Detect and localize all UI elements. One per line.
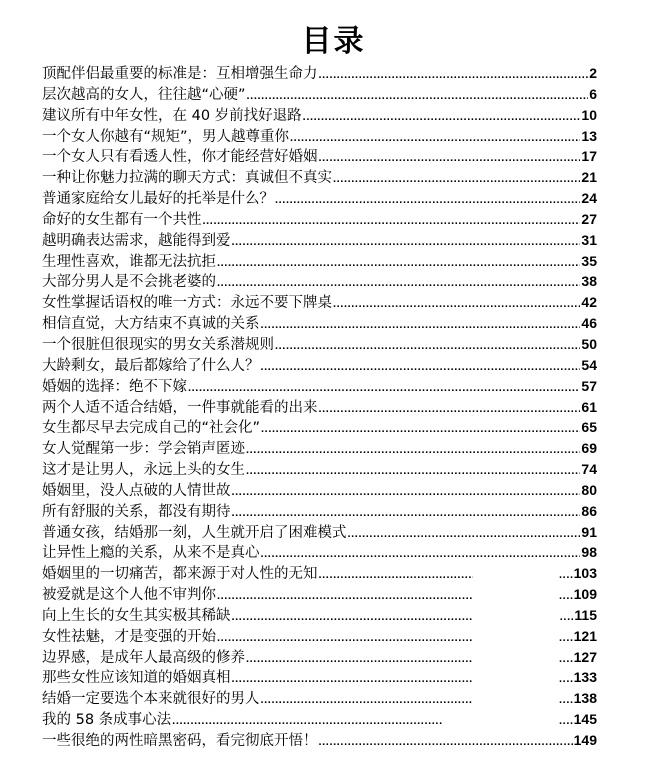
toc-page-number: 21 <box>581 169 597 186</box>
dot-leader <box>232 669 474 690</box>
dot-leader <box>188 378 580 399</box>
toc-entry-title: 一个女人你越有“规矩”，男人越尊重你 <box>42 128 290 145</box>
toc-entry-title: 婚姻里的一切痛苦，都来源于对人性的无知 <box>42 566 318 583</box>
toc-page-number: 103 <box>573 565 597 582</box>
toc-page-number: 115 <box>574 606 597 623</box>
dot-leader <box>203 211 581 232</box>
toc-page-number: 149 <box>573 732 597 748</box>
toc-page-number: 10 <box>581 106 597 123</box>
dot-leader <box>303 107 581 128</box>
toc-entry-title: 婚姻里，没人点破的人情世故 <box>42 482 231 499</box>
dot-leader: .... <box>559 631 574 644</box>
toc-entry-title: 一个很脏但很现实的男女关系潜规则 <box>42 336 274 353</box>
toc-entry-title: 那些女性应该知道的婚姻真相 <box>42 670 231 687</box>
toc-entry-title: 一个女人只有看透人性，你才能经营好婚姻 <box>42 149 318 166</box>
toc-entry-title: 所有舒服的关系，都没有期待 <box>42 503 231 520</box>
toc-entry[interactable] <box>42 709 597 730</box>
toc-entry[interactable] <box>42 397 597 418</box>
toc-entry-title: 让异性上瘾的关系，从来不是真心 <box>42 545 260 562</box>
toc-entry-title: 普通家庭给女儿最好的托举是什么？ <box>42 191 274 208</box>
toc-entry[interactable] <box>42 647 597 668</box>
toc-entry-title: 边界感，是成年人最高级的修养 <box>42 649 245 666</box>
toc-entry-title: 女性掌握话语权的唯一方式：永远不要下牌桌 <box>42 295 332 312</box>
toc-entry[interactable] <box>42 292 597 313</box>
toc-page-number: 61 <box>581 398 597 415</box>
dot-leader: .... <box>559 694 574 707</box>
toc-page-number: 31 <box>581 231 597 248</box>
toc-entry[interactable] <box>42 209 597 230</box>
dot-leader <box>319 565 474 586</box>
toc-entry[interactable] <box>42 126 597 147</box>
dot-leader: .... <box>559 569 574 582</box>
toc-entry[interactable] <box>42 313 597 334</box>
toc-page-number: 98 <box>581 544 597 561</box>
toc-entry-title: 一种让你魅力拉满的聊天方式：真诚但不真实 <box>42 170 332 187</box>
toc-page-number: 27 <box>581 210 597 227</box>
dot-leader: .... <box>559 673 574 686</box>
toc-entry[interactable] <box>42 438 597 459</box>
dot-leader: .... <box>559 715 574 728</box>
toc-entry-title: 女性祛魅，才是变强的开始 <box>42 628 216 645</box>
toc-title: 目录 <box>301 24 366 59</box>
toc-entry[interactable] <box>42 105 597 126</box>
dot-leader <box>246 440 580 461</box>
toc-entry[interactable] <box>42 355 597 376</box>
toc-entry[interactable] <box>42 188 597 209</box>
dot-leader <box>319 65 589 86</box>
toc-entry[interactable] <box>42 417 597 438</box>
toc-entry[interactable] <box>42 167 597 188</box>
toc-page-number: 17 <box>581 148 597 165</box>
dot-leader <box>290 128 580 149</box>
dot-leader <box>261 357 581 378</box>
toc-page-number: 42 <box>581 294 597 311</box>
dot-leader <box>172 711 443 732</box>
toc-entry[interactable] <box>42 480 597 501</box>
dot-leader <box>275 190 580 211</box>
toc-entry-title: 大部分男人是不会挑老婆的 <box>42 274 216 291</box>
toc-entry[interactable] <box>42 605 597 626</box>
toc-page-number: 24 <box>581 190 597 207</box>
dot-leader <box>261 544 581 565</box>
dot-leader <box>348 524 581 545</box>
toc-entry-title: 我的 58 条成事心法 <box>42 712 172 729</box>
toc-page-number: 46 <box>581 315 597 332</box>
dot-leader: .... <box>559 652 574 665</box>
toc-page-number: 145 <box>573 711 597 728</box>
dot-leader <box>261 690 474 711</box>
toc-page-number: 74 <box>581 461 597 478</box>
dot-leader <box>319 732 573 753</box>
toc-entry[interactable] <box>42 84 597 105</box>
toc-entry-title: 婚姻的选择：绝不下嫁 <box>42 378 187 395</box>
dot-leader <box>232 482 581 503</box>
toc-entry[interactable] <box>42 376 597 397</box>
toc-page-number: 127 <box>573 648 597 665</box>
toc-entry-title: 普通女孩，结婚那一刻，人生就开启了困难模式 <box>42 524 347 541</box>
dot-leader <box>246 461 580 482</box>
toc-entry-title: 结婚一定要选个本来就很好的男人 <box>42 691 260 708</box>
dot-leader <box>232 607 474 628</box>
toc-page-number: 133 <box>573 669 597 686</box>
dot-leader <box>217 628 473 649</box>
toc-entry-title: 一些很绝的两性暗黑密码，看完彻底开悟！ <box>42 733 318 749</box>
toc-entry[interactable] <box>42 271 597 292</box>
dot-leader <box>217 586 473 607</box>
toc-entry[interactable] <box>42 334 597 355</box>
toc-entry[interactable] <box>42 626 597 647</box>
dot-leader <box>232 503 581 524</box>
toc-page-number: 121 <box>573 627 597 644</box>
toc-entry-title: 越明确表达需求，越能得到爱 <box>42 232 231 249</box>
toc-entry[interactable] <box>42 667 597 688</box>
dot-leader <box>319 148 581 169</box>
toc-page-number: 2 <box>589 65 597 81</box>
dot-leader <box>232 232 581 253</box>
toc-entry-title: 女人觉醒第一步：学会销声匿迹 <box>42 441 245 458</box>
dot-leader <box>333 169 580 190</box>
toc-page-number: 138 <box>573 690 597 707</box>
toc-page-number: 109 <box>573 586 597 603</box>
toc-page-number: 13 <box>581 127 597 144</box>
dot-leader <box>247 86 589 107</box>
toc-page-number: 65 <box>581 419 597 436</box>
toc-entry[interactable] <box>42 230 597 251</box>
toc-page-number: 6 <box>589 85 597 102</box>
toc-entry[interactable] <box>42 251 597 272</box>
toc-entry[interactable] <box>42 522 597 543</box>
toc-page-number: 35 <box>581 252 597 269</box>
toc-entry[interactable] <box>42 459 597 480</box>
dot-leader: .... <box>559 590 574 603</box>
toc-entry-title: 命好的女生都有一个共性 <box>42 211 202 228</box>
dot-leader <box>246 649 473 670</box>
toc-entry-title: 顶配伴侣最重要的标准是：互相增强生命力 <box>42 66 318 82</box>
dot-leader <box>217 253 580 274</box>
dot-leader <box>261 419 580 440</box>
toc-page-number: 91 <box>581 523 597 540</box>
toc-entry-title: 建议所有中年女性，在 40 岁前找好退路 <box>42 107 302 124</box>
toc-entry[interactable] <box>42 730 597 751</box>
toc-entry[interactable] <box>42 563 597 584</box>
dot-leader <box>217 273 580 294</box>
toc-entry[interactable] <box>42 63 597 84</box>
toc-page-number: 57 <box>581 377 597 394</box>
toc-entry[interactable] <box>42 146 597 167</box>
dot-leader <box>275 336 580 357</box>
toc-entry-title: 向上生长的女生其实极其稀缺 <box>42 607 231 624</box>
toc-entry-title: 大龄剩女，最后都嫁给了什么人？ <box>42 357 260 374</box>
toc-entry-title: 被爱就是这个人他不审判你 <box>42 587 216 604</box>
toc-entry[interactable] <box>42 501 597 522</box>
toc-entry-title: 两个人适不适合结婚，一件事就能看的出来 <box>42 399 318 416</box>
toc-entry[interactable] <box>42 584 597 605</box>
table-of-contents <box>42 63 597 751</box>
dot-leader: .... <box>559 610 575 623</box>
toc-page-number: 69 <box>581 440 597 457</box>
dot-leader <box>261 315 581 336</box>
toc-entry-title: 相信直觉，大方结束不真诚的关系 <box>42 316 260 333</box>
toc-page-number: 86 <box>581 502 597 519</box>
toc-entry[interactable] <box>42 688 597 709</box>
dot-leader <box>319 399 581 420</box>
toc-page-number: 38 <box>581 273 597 290</box>
toc-entry-title: 女生都尽早去完成自己的“社会化” <box>42 420 261 437</box>
toc-page-number: 54 <box>581 356 597 373</box>
toc-entry-title: 这才是让男人，永远上头的女生 <box>42 462 245 479</box>
dot-leader <box>333 294 580 315</box>
toc-entry-title: 层次越高的女人，往往越“心硬” <box>42 86 246 103</box>
toc-entry[interactable] <box>42 542 597 563</box>
toc-page-number: 80 <box>581 481 597 498</box>
toc-entry-title: 生理性喜欢，谁都无法抗拒 <box>42 253 216 270</box>
toc-page-number: 50 <box>581 335 597 352</box>
